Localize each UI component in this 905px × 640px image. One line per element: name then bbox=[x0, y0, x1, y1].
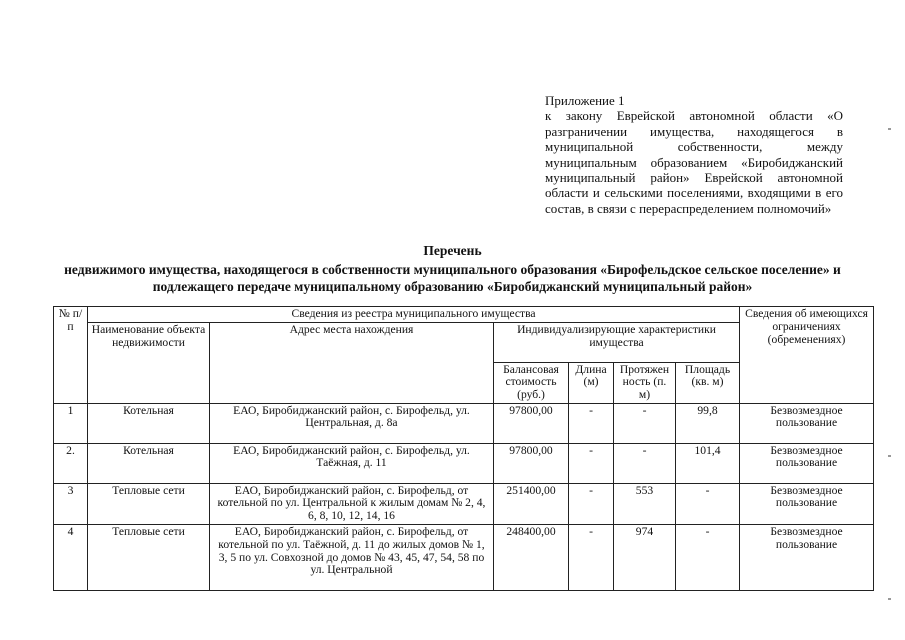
scan-speck bbox=[888, 598, 891, 600]
scan-speck bbox=[888, 128, 891, 130]
table-row bbox=[54, 524, 874, 590]
header-name: Наименование объекта недвижимости bbox=[88, 322, 210, 403]
table-row bbox=[54, 443, 874, 483]
row-num: 4 bbox=[54, 524, 88, 590]
row-name: Котельная bbox=[88, 403, 210, 443]
row-name: Котельная bbox=[88, 443, 210, 483]
row-address: ЕАО, Биробиджанский район, с. Бирофельд, от котельной по ул. Центральной к жилым домам № 2, 4, 6, 8, 10, 12, 14, 16 bbox=[210, 483, 494, 524]
row-num: 3 bbox=[54, 483, 88, 524]
row-balance: 248400,00 bbox=[494, 524, 569, 590]
row-area: 99,8 bbox=[676, 403, 740, 443]
row-extent: - bbox=[614, 403, 676, 443]
header-encumbrances: Сведения об имеющихся ограничениях (обременениях) bbox=[740, 307, 874, 404]
row-num: 2. bbox=[54, 443, 88, 483]
row-address: ЕАО, Биробиджанский район, с. Бирофельд, от котельной по ул. Таёжной, д. 11 до жилых домов № 1, 3, 5 по ул. Совхозной до домов № 43, 45, 47, 54, 58 по ул. Центральной bbox=[210, 524, 494, 590]
row-balance: 251400,00 bbox=[494, 483, 569, 524]
scan-speck bbox=[888, 455, 891, 457]
row-length: - bbox=[569, 403, 614, 443]
header-length: Длина (м) bbox=[569, 362, 614, 403]
row-area: - bbox=[676, 524, 740, 590]
row-encumbrance: Безвозмездное пользование bbox=[740, 524, 874, 590]
header-area: Площадь (кв. м) bbox=[676, 362, 740, 403]
row-length: - bbox=[569, 524, 614, 590]
row-length: - bbox=[569, 483, 614, 524]
row-num: 1 bbox=[54, 403, 88, 443]
row-area: 101,4 bbox=[676, 443, 740, 483]
table-row bbox=[54, 403, 874, 443]
document-subtitle: недвижимого имущества, находящегося в собственности муниципального образования «Бирофельдское сельское поселение» и подлежащего передаче муниципальному образованию «Биробиджанский муниципальный район» bbox=[64, 262, 841, 294]
header-num: № п/п bbox=[54, 307, 88, 404]
header-characteristics: Индивидуализирующие характеристики имущества bbox=[494, 322, 740, 362]
row-area: - bbox=[676, 483, 740, 524]
header-extent: Протяжен ность (п. м) bbox=[614, 362, 676, 403]
header-registry: Сведения из реестра муниципального имущества bbox=[88, 307, 740, 323]
appendix-text: к закону Еврейской автономной области «О разграничении имущества, находящегося в муниципальной собственности, между муниципальным образованием «Биробиджанский муниципальный район» Еврейской автономной области и сельскими поселениями, входящими в его состав, в связи с перераспределением полномочий» bbox=[545, 108, 843, 216]
row-extent: 974 bbox=[614, 524, 676, 590]
row-name: Тепловые сети bbox=[88, 524, 210, 590]
row-extent: 553 bbox=[614, 483, 676, 524]
header-address: Адрес места нахождения bbox=[210, 322, 494, 403]
row-name: Тепловые сети bbox=[88, 483, 210, 524]
row-extent: - bbox=[614, 443, 676, 483]
appendix-block bbox=[545, 93, 843, 216]
row-encumbrance: Безвозмездное пользование bbox=[740, 403, 874, 443]
row-length: - bbox=[569, 443, 614, 483]
property-table bbox=[53, 306, 874, 591]
row-balance: 97800,00 bbox=[494, 403, 569, 443]
document-title: Перечень bbox=[423, 243, 482, 258]
row-encumbrance: Безвозмездное пользование bbox=[740, 483, 874, 524]
row-address: ЕАО, Биробиджанский район, с. Бирофельд, ул. Таёжная, д. 11 bbox=[210, 443, 494, 483]
row-balance: 97800,00 bbox=[494, 443, 569, 483]
row-encumbrance: Безвозмездное пользование bbox=[740, 443, 874, 483]
table-row bbox=[54, 483, 874, 524]
row-address: ЕАО, Биробиджанский район, с. Бирофельд, ул. Центральная, д. 8а bbox=[210, 403, 494, 443]
header-balance: Балансовая стоимость (руб.) bbox=[494, 362, 569, 403]
appendix-label: Приложение 1 bbox=[545, 93, 625, 108]
